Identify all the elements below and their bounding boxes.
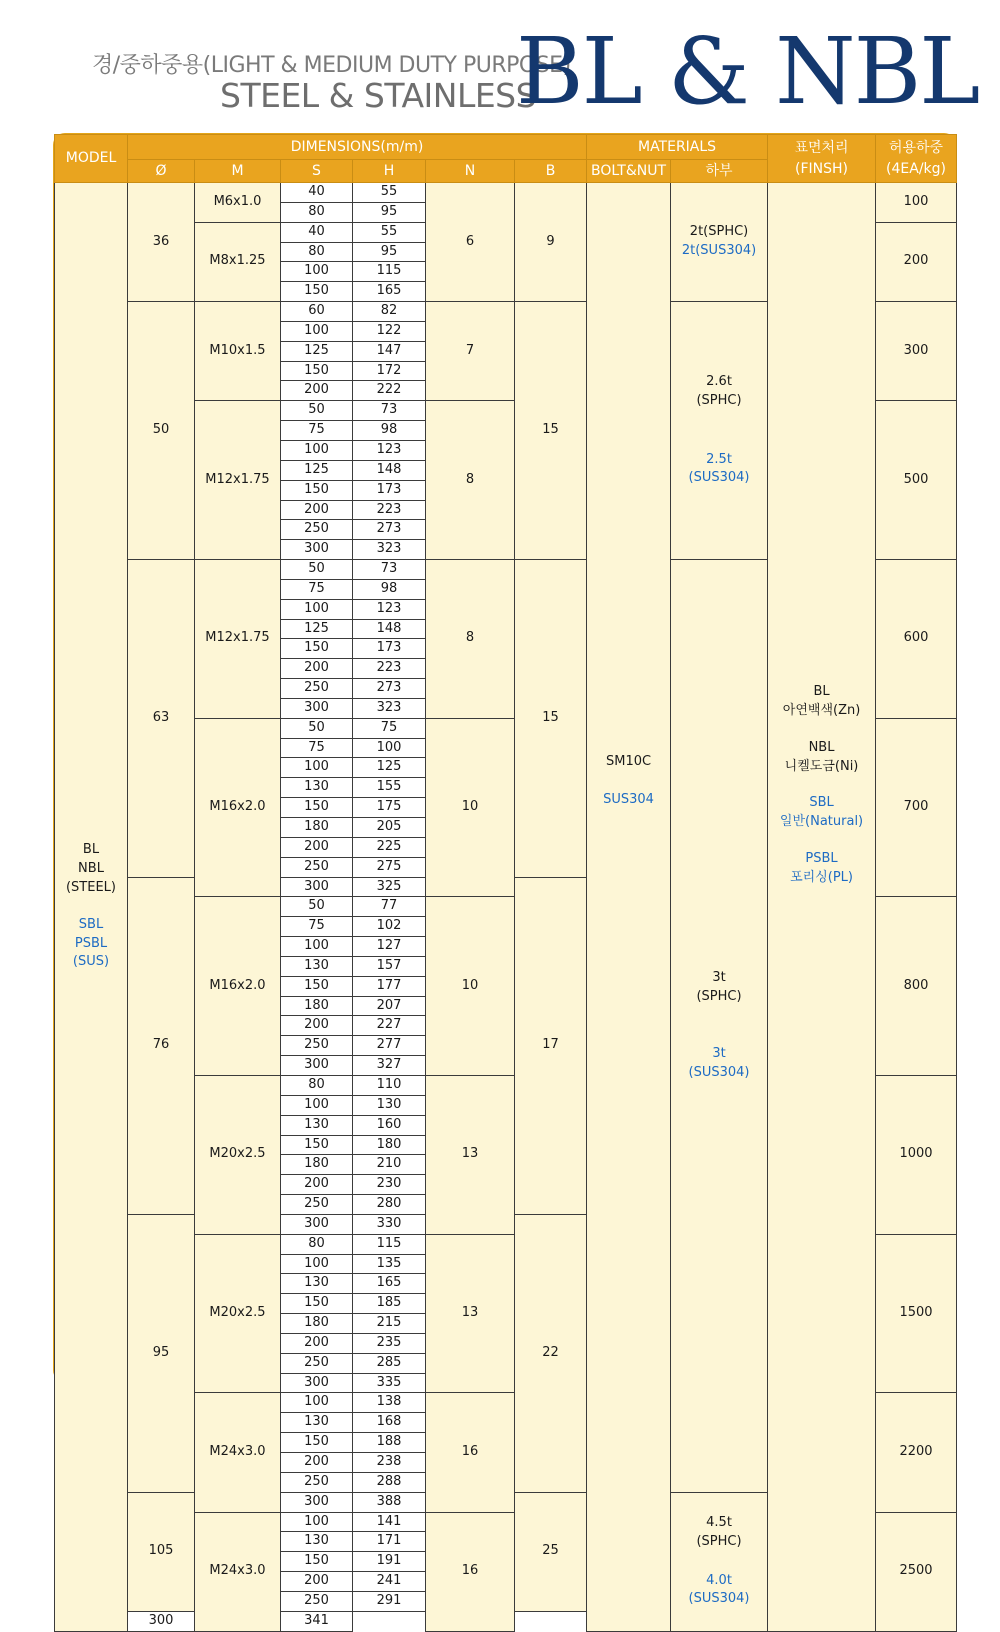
finish-name: PSBL (805, 851, 838, 867)
h-cell: 323 (353, 698, 426, 718)
h-cell: 168 (353, 1413, 426, 1433)
finish-desc: 일반(Natural) (779, 814, 864, 830)
s-cell: 100 (281, 758, 353, 778)
h-cell: 291 (353, 1591, 426, 1611)
lower-material-cell (671, 183, 768, 302)
h-cell: 98 (353, 579, 426, 599)
h-cell: 185 (353, 1294, 426, 1314)
phi-cell: 105 (128, 1492, 195, 1611)
h-cell: 95 (353, 242, 426, 262)
m-cell: M12x1.75 (195, 401, 281, 560)
h-cell: 325 (353, 877, 426, 897)
h-cell: 135 (353, 1254, 426, 1274)
table-row (55, 183, 957, 203)
header-phi: Ø (128, 160, 195, 183)
h-cell: 141 (353, 1512, 426, 1532)
model-sus-line: PSBL (74, 935, 108, 951)
s-cell: 75 (281, 917, 353, 937)
lower-sus: 2t(SUS304) (681, 243, 757, 259)
m-cell: M16x2.0 (195, 718, 281, 897)
h-cell: 175 (353, 798, 426, 818)
s-cell: 125 (281, 341, 353, 361)
s-cell: 250 (281, 1036, 353, 1056)
h-cell: 157 (353, 956, 426, 976)
load-cell: 700 (876, 718, 957, 897)
model-steel-line: (STEEL) (65, 879, 116, 895)
s-cell: 75 (281, 579, 353, 599)
s-cell: 125 (281, 619, 353, 639)
s-cell: 80 (281, 202, 353, 222)
h-cell: 280 (353, 1195, 426, 1215)
h-cell: 207 (353, 996, 426, 1016)
m-cell: M24x3.0 (195, 1393, 281, 1512)
h-cell: 100 (353, 738, 426, 758)
h-cell: 98 (353, 421, 426, 441)
h-cell: 330 (353, 1214, 426, 1234)
h-cell: 327 (353, 1056, 426, 1076)
lower-steel: 3t (SPHC) (696, 970, 742, 1005)
s-cell: 200 (281, 1453, 353, 1473)
phi-cell: 95 (128, 1214, 195, 1492)
model-cell (55, 183, 128, 1632)
header-model: MODEL (55, 135, 128, 183)
n-cell: 6 (426, 183, 515, 302)
h-cell: 230 (353, 1175, 426, 1195)
s-cell: 50 (281, 718, 353, 738)
s-cell: 300 (128, 1611, 195, 1631)
header-n: N (426, 160, 515, 183)
s-cell: 50 (281, 897, 353, 917)
s-cell: 80 (281, 1075, 353, 1095)
h-cell: 241 (353, 1572, 426, 1592)
h-cell: 235 (353, 1333, 426, 1353)
load-cell: 500 (876, 401, 957, 560)
b-cell: 25 (515, 1492, 587, 1611)
h-cell: 172 (353, 361, 426, 381)
header-finish-ko: 표면처리 (794, 140, 849, 157)
header-subtitle-english: STEEL & STAINLESS (220, 76, 537, 115)
s-cell: 100 (281, 1512, 353, 1532)
s-cell: 80 (281, 1234, 353, 1254)
h-cell: 225 (353, 837, 426, 857)
s-cell: 100 (281, 262, 353, 282)
h-cell: 75 (353, 718, 426, 738)
b-cell: 15 (515, 302, 587, 560)
b-cell: 17 (515, 877, 587, 1214)
s-cell: 150 (281, 1433, 353, 1453)
m-cell: M10x1.5 (195, 302, 281, 401)
s-cell: 75 (281, 738, 353, 758)
s-cell: 300 (281, 877, 353, 897)
h-cell: 223 (353, 659, 426, 679)
finish-name: BL (813, 684, 830, 699)
h-cell: 180 (353, 1135, 426, 1155)
load-cell: 600 (876, 560, 957, 719)
h-cell: 102 (353, 917, 426, 937)
h-cell: 125 (353, 758, 426, 778)
header-load (876, 135, 957, 183)
s-cell: 125 (281, 460, 353, 480)
m-cell: M20x2.5 (195, 1075, 281, 1234)
s-cell: 200 (281, 1175, 353, 1195)
m-cell: M6x1.0 (195, 183, 281, 223)
n-cell: 8 (426, 401, 515, 560)
h-cell: 110 (353, 1075, 426, 1095)
s-cell: 300 (281, 1214, 353, 1234)
h-cell: 215 (353, 1314, 426, 1334)
lower-steel: 2t(SPHC) (689, 224, 749, 240)
finish-name: SBL (809, 795, 834, 811)
header-lower: 하부 (671, 160, 768, 183)
s-cell: 250 (281, 679, 353, 699)
finish-name: NBL (808, 739, 835, 755)
phi-cell: 36 (128, 183, 195, 302)
h-cell: 155 (353, 778, 426, 798)
lower-material-cell (671, 302, 768, 560)
header-finish (768, 135, 876, 183)
h-cell: 55 (353, 222, 426, 242)
s-cell: 150 (281, 639, 353, 659)
m-cell: M24x3.0 (195, 1512, 281, 1631)
load-cell: 100 (876, 183, 957, 223)
s-cell: 75 (281, 421, 353, 441)
spec-table-container (53, 133, 956, 1628)
s-cell: 100 (281, 599, 353, 619)
h-cell: 335 (353, 1373, 426, 1393)
s-cell: 60 (281, 302, 353, 322)
h-cell: 177 (353, 976, 426, 996)
s-cell: 300 (281, 698, 353, 718)
s-cell: 200 (281, 1333, 353, 1353)
h-cell: 130 (353, 1095, 426, 1115)
finish-cell (768, 183, 876, 1632)
s-cell: 130 (281, 956, 353, 976)
lower-steel: 2.6t (SPHC) (696, 373, 742, 408)
lower-steel: 4.5t (SPHC) (696, 1514, 742, 1549)
n-cell: 13 (426, 1234, 515, 1393)
s-cell: 180 (281, 818, 353, 838)
s-cell: 130 (281, 778, 353, 798)
header-b: B (515, 160, 587, 183)
b-cell: 15 (515, 560, 587, 878)
n-cell: 10 (426, 897, 515, 1076)
h-cell: 223 (353, 500, 426, 520)
h-cell: 115 (353, 1234, 426, 1254)
h-cell: 275 (353, 857, 426, 877)
load-cell: 300 (876, 302, 957, 401)
s-cell: 150 (281, 1135, 353, 1155)
h-cell: 115 (353, 262, 426, 282)
s-cell: 100 (281, 937, 353, 957)
load-cell: 2500 (876, 1512, 957, 1631)
n-cell: 8 (426, 560, 515, 719)
s-cell: 100 (281, 1254, 353, 1274)
h-cell: 210 (353, 1155, 426, 1175)
n-cell: 16 (426, 1393, 515, 1512)
model-sus-line: (SUS) (72, 954, 110, 970)
load-cell: 1000 (876, 1075, 957, 1234)
h-cell: 277 (353, 1036, 426, 1056)
s-cell: 200 (281, 1016, 353, 1036)
finish-item (768, 683, 875, 721)
h-cell: 123 (353, 440, 426, 460)
s-cell: 180 (281, 1155, 353, 1175)
s-cell: 150 (281, 1294, 353, 1314)
n-cell: 7 (426, 302, 515, 401)
load-cell: 1500 (876, 1234, 957, 1393)
s-cell: 150 (281, 798, 353, 818)
m-cell: M8x1.25 (195, 222, 281, 301)
header-materials: MATERIALS (587, 135, 768, 160)
s-cell: 250 (281, 1353, 353, 1373)
h-cell: 147 (353, 341, 426, 361)
h-cell: 227 (353, 1016, 426, 1036)
model-sus-line: SBL (78, 916, 104, 932)
phi-cell: 50 (128, 302, 195, 560)
lower-sus: 2.5t (SUS304) (688, 451, 750, 486)
s-cell: 180 (281, 996, 353, 1016)
s-cell: 150 (281, 1552, 353, 1572)
s-cell: 200 (281, 1572, 353, 1592)
s-cell: 250 (281, 520, 353, 540)
finish-desc: 아연백색(Zn) (782, 702, 861, 718)
finish-item (768, 739, 875, 777)
s-cell: 100 (281, 1095, 353, 1115)
bolt-nut-sus: SUS304 (603, 791, 654, 807)
header-h: H (353, 160, 426, 183)
h-cell: 77 (353, 897, 426, 917)
s-cell: 100 (281, 1393, 353, 1413)
h-cell: 73 (353, 401, 426, 421)
s-cell: 80 (281, 242, 353, 262)
header-m: M (195, 160, 281, 183)
h-cell: 238 (353, 1453, 426, 1473)
s-cell: 250 (281, 1195, 353, 1215)
s-cell: 250 (281, 857, 353, 877)
s-cell: 150 (281, 282, 353, 302)
s-cell: 150 (281, 361, 353, 381)
h-cell: 388 (353, 1492, 426, 1512)
header-finish-en: (FINSH) (795, 160, 849, 177)
h-cell: 188 (353, 1433, 426, 1453)
lower-material-cell (671, 1492, 768, 1631)
h-cell: 122 (353, 321, 426, 341)
load-cell: 2200 (876, 1393, 957, 1512)
s-cell: 250 (281, 1472, 353, 1492)
h-cell: 95 (353, 202, 426, 222)
s-cell: 200 (281, 381, 353, 401)
s-cell: 180 (281, 1314, 353, 1334)
h-cell: 148 (353, 619, 426, 639)
s-cell: 150 (281, 976, 353, 996)
header-subtitle-korean: 경/중하중용(LIGHT & MEDIUM DUTY PURPOSE) (92, 53, 571, 78)
b-cell: 9 (515, 183, 587, 302)
n-cell: 10 (426, 718, 515, 897)
model-steel-line: BL (82, 842, 100, 858)
s-cell: 130 (281, 1532, 353, 1552)
h-cell: 341 (281, 1611, 353, 1631)
h-cell: 273 (353, 520, 426, 540)
s-cell: 130 (281, 1115, 353, 1135)
h-cell: 123 (353, 599, 426, 619)
s-cell: 100 (281, 321, 353, 341)
s-cell: 200 (281, 837, 353, 857)
s-cell: 130 (281, 1274, 353, 1294)
finish-desc: 포리싱(PL) (790, 869, 853, 885)
h-cell: 148 (353, 460, 426, 480)
header-dimensions: DIMENSIONS(m/m) (128, 135, 587, 160)
h-cell: 323 (353, 540, 426, 560)
n-cell: 16 (426, 1512, 515, 1631)
h-cell: 191 (353, 1552, 426, 1572)
h-cell: 288 (353, 1472, 426, 1492)
m-cell: M12x1.75 (195, 560, 281, 719)
s-cell: 40 (281, 222, 353, 242)
h-cell: 273 (353, 679, 426, 699)
h-cell: 160 (353, 1115, 426, 1135)
s-cell: 300 (281, 1492, 353, 1512)
load-cell: 200 (876, 222, 957, 301)
h-cell: 73 (353, 560, 426, 580)
h-cell: 127 (353, 937, 426, 957)
h-cell: 55 (353, 183, 426, 203)
b-cell: 22 (515, 1214, 587, 1492)
s-cell: 300 (281, 540, 353, 560)
header-load-ko: 허용하중 (888, 140, 944, 157)
header-s: S (281, 160, 353, 183)
h-cell: 138 (353, 1393, 426, 1413)
lower-sus: 3t (SUS304) (688, 1045, 750, 1080)
h-cell: 82 (353, 302, 426, 322)
load-cell: 800 (876, 897, 957, 1076)
header-bolt-nut: BOLT&NUT (587, 160, 671, 183)
lower-sus: 4.0t (SUS304) (688, 1572, 750, 1607)
phi-cell: 63 (128, 560, 195, 878)
h-cell: 205 (353, 818, 426, 838)
finish-item (768, 794, 875, 832)
s-cell: 130 (281, 1413, 353, 1433)
bolt-nut-steel: SM10C (605, 754, 652, 769)
s-cell: 100 (281, 440, 353, 460)
h-cell: 285 (353, 1353, 426, 1373)
s-cell: 200 (281, 659, 353, 679)
spec-table (54, 134, 957, 1632)
finish-item (768, 850, 875, 888)
s-cell: 300 (281, 1373, 353, 1393)
s-cell: 300 (281, 1056, 353, 1076)
header-load-en: (4EA/kg) (886, 160, 947, 177)
header-row-1 (55, 135, 957, 160)
h-cell: 173 (353, 639, 426, 659)
phi-cell: 76 (128, 877, 195, 1214)
h-cell: 171 (353, 1532, 426, 1552)
s-cell: 40 (281, 183, 353, 203)
finish-desc: 니켈도금(Ni) (784, 758, 859, 774)
s-cell: 250 (281, 1591, 353, 1611)
h-cell: 222 (353, 381, 426, 401)
m-cell: M16x2.0 (195, 897, 281, 1076)
n-cell: 13 (426, 1075, 515, 1234)
s-cell: 50 (281, 401, 353, 421)
bolt-nut-cell (587, 183, 671, 1632)
s-cell: 50 (281, 560, 353, 580)
s-cell: 150 (281, 480, 353, 500)
lower-material-cell (671, 560, 768, 1493)
h-cell: 165 (353, 1274, 426, 1294)
m-cell: M20x2.5 (195, 1234, 281, 1393)
model-steel-line: NBL (78, 861, 104, 877)
s-cell: 200 (281, 500, 353, 520)
h-cell: 165 (353, 282, 426, 302)
h-cell: 173 (353, 480, 426, 500)
page-title: BL & NBL (516, 18, 979, 125)
